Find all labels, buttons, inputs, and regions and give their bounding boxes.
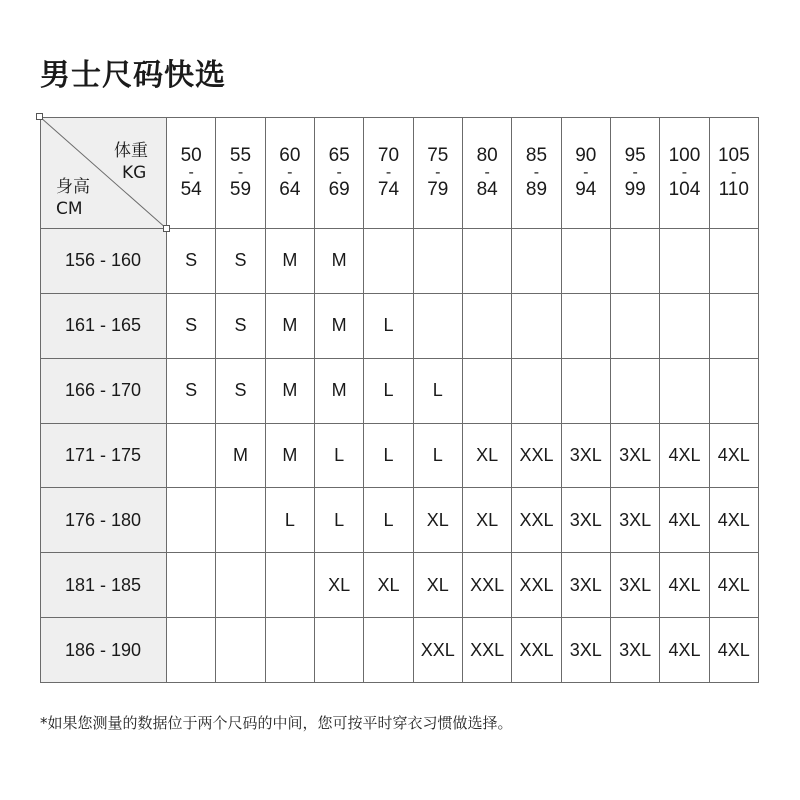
height-row-label: 166 - 170 xyxy=(40,359,167,424)
size-cell: S xyxy=(167,229,216,294)
size-cell xyxy=(167,553,216,618)
size-cell xyxy=(216,553,265,618)
size-cell: 3XL xyxy=(562,488,611,553)
size-cell: XXL xyxy=(512,618,561,683)
size-cell: XL xyxy=(414,553,463,618)
page-title: 男士尺码快选 xyxy=(40,58,226,93)
size-cell xyxy=(660,359,709,424)
size-cell xyxy=(710,359,759,424)
size-cell: S xyxy=(216,229,265,294)
size-cell: 3XL xyxy=(611,488,660,553)
size-cell xyxy=(216,618,265,683)
weight-dash: - xyxy=(681,163,688,181)
size-cell: XL xyxy=(463,488,512,553)
size-cell: 4XL xyxy=(660,424,709,489)
size-cell xyxy=(414,229,463,294)
size-cell: 3XL xyxy=(562,553,611,618)
weight-column-header xyxy=(167,117,216,229)
size-cell xyxy=(512,229,561,294)
weight-column-header xyxy=(266,117,315,229)
weight-top: 100 xyxy=(668,144,701,166)
weight-bottom: 99 xyxy=(624,178,646,200)
weight-column-header xyxy=(364,117,413,229)
weight-bottom: 84 xyxy=(476,178,498,200)
weight-label: 体重 xyxy=(114,141,148,161)
size-cell: L xyxy=(315,424,364,489)
size-cell: M xyxy=(315,229,364,294)
weight-column-header xyxy=(611,117,660,229)
size-cell: S xyxy=(167,294,216,359)
size-cell: S xyxy=(216,359,265,424)
size-cell: L xyxy=(364,488,413,553)
weight-bottom: 74 xyxy=(377,178,400,200)
size-cell: 3XL xyxy=(562,424,611,489)
diagonal-start-handle xyxy=(36,113,43,120)
size-cell: 4XL xyxy=(710,488,759,553)
size-cell: 3XL xyxy=(562,618,611,683)
weight-bottom: 64 xyxy=(279,178,301,200)
size-cell xyxy=(167,618,216,683)
size-cell: M xyxy=(315,294,364,359)
weight-column-header xyxy=(315,117,364,229)
size-cell: 4XL xyxy=(660,618,709,683)
size-cell: L xyxy=(364,294,413,359)
size-cell xyxy=(660,229,709,294)
weight-dash: - xyxy=(287,163,293,181)
size-cell: L xyxy=(414,424,463,489)
size-cell: XXL xyxy=(414,618,463,683)
weight-dash: - xyxy=(188,163,194,181)
size-cell: L xyxy=(364,424,413,489)
size-cell: L xyxy=(364,359,413,424)
size-cell xyxy=(364,229,413,294)
size-cell: 3XL xyxy=(611,618,660,683)
size-cell xyxy=(266,553,315,618)
height-row-label: 176 - 180 xyxy=(40,488,167,553)
footnote: *如果您测量的数据位于两个尺码的中间，您可按平时穿衣习惯做选择。 xyxy=(40,714,513,732)
size-cell xyxy=(562,359,611,424)
size-cell xyxy=(512,359,561,424)
size-cell: L xyxy=(266,488,315,553)
size-cell: XL xyxy=(463,424,512,489)
weight-top: 65 xyxy=(328,144,350,166)
size-cell xyxy=(710,294,759,359)
height-row-label: 186 - 190 xyxy=(40,618,167,683)
size-cell: 4XL xyxy=(710,618,759,683)
weight-unit: KG xyxy=(122,163,147,183)
size-cell: 4XL xyxy=(710,424,759,489)
size-cell: M xyxy=(315,359,364,424)
size-cell: M xyxy=(216,424,265,489)
weight-dash: - xyxy=(336,163,342,181)
size-cell xyxy=(463,229,512,294)
size-cell: 4XL xyxy=(660,553,709,618)
size-cell: XL xyxy=(315,553,364,618)
size-cell: S xyxy=(216,294,265,359)
diagonal-end-handle xyxy=(163,225,170,232)
size-cell: L xyxy=(414,359,463,424)
size-cell xyxy=(364,618,413,683)
weight-column-header xyxy=(463,117,512,229)
weight-top: 105 xyxy=(717,144,750,166)
size-cell: XXL xyxy=(463,553,512,618)
size-cell: XXL xyxy=(512,488,561,553)
weight-bottom: 110 xyxy=(718,178,749,200)
weight-column-header xyxy=(414,117,463,229)
size-cell xyxy=(562,294,611,359)
weight-top: 80 xyxy=(476,144,498,166)
height-row-label: 181 - 185 xyxy=(40,553,167,618)
weight-column-header xyxy=(710,117,759,229)
size-cell xyxy=(611,359,660,424)
weight-bottom: 94 xyxy=(575,178,597,200)
weight-column-header xyxy=(660,117,709,229)
size-cell: M xyxy=(266,359,315,424)
weight-top: 70 xyxy=(377,144,400,166)
size-cell xyxy=(512,294,561,359)
weight-bottom: 59 xyxy=(229,178,252,200)
height-label: 身高 xyxy=(56,177,90,197)
height-row-label: 171 - 175 xyxy=(40,424,167,489)
size-cell: S xyxy=(167,359,216,424)
size-cell xyxy=(710,229,759,294)
size-cell: L xyxy=(315,488,364,553)
size-cell: XL xyxy=(364,553,413,618)
size-chart-table xyxy=(40,117,759,683)
size-cell xyxy=(315,618,364,683)
size-cell xyxy=(660,294,709,359)
height-row-label: 161 - 165 xyxy=(40,294,167,359)
size-cell: 4XL xyxy=(660,488,709,553)
weight-column-header xyxy=(216,117,265,229)
size-cell: 3XL xyxy=(611,553,660,618)
weight-top: 60 xyxy=(279,144,301,166)
size-cell xyxy=(167,488,216,553)
size-cell: XXL xyxy=(512,553,561,618)
weight-top: 55 xyxy=(229,144,252,166)
size-cell: XXL xyxy=(463,618,512,683)
weight-column-header xyxy=(562,117,611,229)
weight-dash: - xyxy=(435,163,441,181)
weight-column-header xyxy=(512,117,561,229)
weight-top: 85 xyxy=(525,144,548,166)
size-cell: XXL xyxy=(512,424,561,489)
weight-dash: - xyxy=(583,163,589,181)
weight-dash: - xyxy=(484,163,490,181)
size-cell: M xyxy=(266,294,315,359)
size-cell xyxy=(463,294,512,359)
corner-header-cell xyxy=(40,117,167,229)
size-cell: M xyxy=(266,229,315,294)
size-cell xyxy=(167,424,216,489)
size-cell xyxy=(216,488,265,553)
size-cell: M xyxy=(266,424,315,489)
size-cell xyxy=(463,359,512,424)
weight-dash: - xyxy=(731,163,737,181)
size-cell xyxy=(562,229,611,294)
weight-dash: - xyxy=(632,163,638,181)
size-cell xyxy=(414,294,463,359)
weight-top: 90 xyxy=(575,144,597,166)
weight-bottom: 69 xyxy=(328,178,350,200)
size-cell xyxy=(266,618,315,683)
weight-top: 75 xyxy=(427,144,449,166)
weight-top: 50 xyxy=(180,144,202,166)
size-cell: 3XL xyxy=(611,424,660,489)
weight-bottom: 79 xyxy=(427,178,449,200)
size-cell: XL xyxy=(414,488,463,553)
weight-bottom: 104 xyxy=(668,178,701,200)
weight-dash: - xyxy=(237,163,244,181)
weight-dash: - xyxy=(385,163,392,181)
weight-bottom: 54 xyxy=(180,178,202,200)
weight-top: 95 xyxy=(624,144,646,166)
weight-dash: - xyxy=(533,163,540,181)
size-cell xyxy=(611,294,660,359)
size-cell: 4XL xyxy=(710,553,759,618)
height-unit: CM xyxy=(56,199,83,219)
weight-bottom: 89 xyxy=(525,178,548,200)
height-row-label: 156 - 160 xyxy=(40,229,167,294)
size-cell xyxy=(611,229,660,294)
